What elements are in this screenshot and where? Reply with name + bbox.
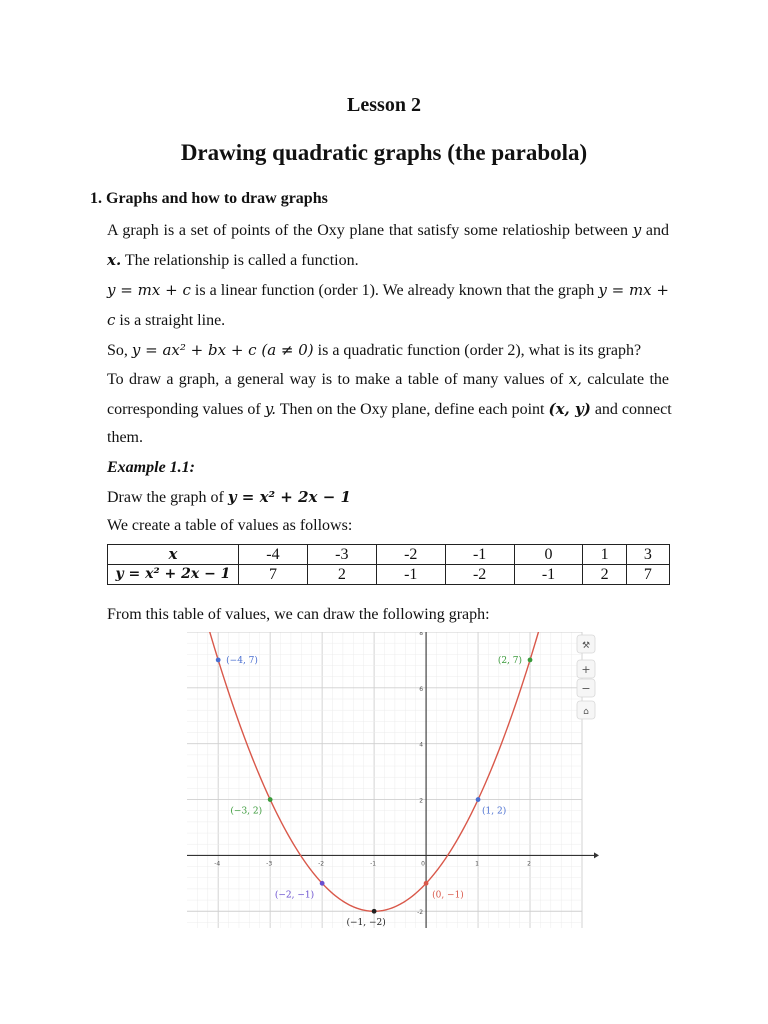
data-point [528, 658, 533, 663]
parabola-graph[interactable] [187, 632, 601, 928]
graph-intro: From this table of values, we can draw the following graph: [107, 606, 490, 623]
x-tick-label: -2 [318, 860, 325, 868]
math-var: y. [264, 400, 276, 418]
point-label: (1, 2) [482, 806, 507, 817]
para4-line1 [107, 370, 669, 389]
table-cell: -1 [514, 565, 583, 585]
table-cell: -4 [239, 545, 308, 565]
section-title: Graphs and how to draw graphs [106, 190, 328, 207]
toolbar-button-label: − [581, 682, 591, 695]
para4-line3 [107, 429, 143, 447]
text: To draw a graph, a general way is to make a table of many values of [107, 371, 564, 388]
values-table [107, 544, 670, 585]
graph-toolbar[interactable] [577, 635, 595, 719]
text: them. [107, 429, 143, 446]
text: and [645, 222, 670, 239]
para3-line [107, 341, 641, 360]
equation: y = ax² + bx + c (a ≠ 0) [131, 341, 314, 359]
table-header-x: x [108, 545, 239, 565]
x-tick-label: -3 [266, 860, 273, 868]
text: calculate the [587, 371, 670, 388]
toolbar-button-label: + [581, 663, 591, 676]
para1-line2 [107, 251, 359, 270]
x-tick-label: -1 [370, 860, 377, 868]
table-cell: 0 [514, 545, 583, 565]
text: The relationship is called a function. [124, 252, 359, 269]
point-label: (−4, 7) [226, 655, 258, 666]
text: Draw the graph of [107, 489, 224, 506]
para2-line2 [107, 311, 225, 330]
table-cell: -2 [445, 565, 514, 585]
y-tick-label: 6 [419, 685, 424, 693]
example-instruction [107, 488, 351, 507]
table-cell: 7 [239, 565, 308, 585]
section-heading [90, 190, 328, 208]
para2-line1 [107, 281, 669, 300]
toolbar-button-label: ⌂ [583, 707, 589, 717]
table-cell: 2 [583, 565, 626, 585]
data-point [476, 797, 481, 802]
point-label: (−1, −2) [346, 918, 386, 928]
data-point [216, 658, 221, 663]
x-tick-label: 0 [421, 860, 425, 868]
y-tick-label: 8 [419, 632, 424, 637]
home-icon[interactable] [577, 701, 595, 719]
math-var: x, [568, 370, 582, 388]
x-axis-arrow [594, 852, 599, 858]
point-label: (0, −1) [432, 890, 464, 901]
text: Then on the Oxy plane, define each point [279, 401, 545, 418]
data-point [268, 797, 273, 802]
table-row-y [108, 565, 670, 585]
math-var: y [632, 221, 642, 239]
para1-line1 [107, 221, 669, 240]
tick-labels [214, 632, 531, 916]
grid [187, 632, 582, 928]
table-row-x [108, 545, 670, 565]
table-cell: 1 [583, 545, 626, 565]
table-cell: 7 [626, 565, 669, 585]
point-label: (2, 7) [497, 655, 523, 666]
text: A graph is a set of points of the Oxy plane that satisfy some relatioship between [107, 222, 629, 239]
table-cell: -1 [445, 545, 514, 565]
axes [187, 632, 599, 928]
table-cell: -3 [307, 545, 376, 565]
text: is a linear function (order 1). We already known that the graph [194, 282, 595, 299]
x-tick-label: -4 [214, 860, 221, 868]
point-label: (−2, −1) [274, 890, 315, 901]
lesson-number: Lesson 2 [347, 94, 421, 116]
equation: y = x² + 2x − 1 [227, 488, 351, 506]
table-intro: We create a table of values as follows: [107, 517, 353, 534]
x-tick-label: 1 [475, 860, 479, 868]
page-title: Drawing quadratic graphs (the parabola) [180, 140, 588, 165]
example-label: Example 1.1: [107, 459, 195, 476]
text: is a straight line. [119, 312, 226, 329]
data-point [320, 881, 325, 886]
equation: y = mx + [598, 281, 669, 299]
data-point [372, 909, 377, 914]
x-tick-label: 2 [527, 860, 531, 868]
table-cell: -2 [376, 545, 445, 565]
text: So, [107, 342, 128, 359]
y-tick-label: 2 [419, 797, 424, 805]
toolbar-button-label: ⚒ [581, 641, 591, 651]
para4-line2 [107, 400, 672, 419]
wrench-icon[interactable] [577, 635, 595, 653]
table-cell: 2 [307, 565, 376, 585]
data-point [424, 881, 429, 886]
point-label: (−3, 2) [230, 806, 263, 817]
text: corresponding values of [107, 401, 261, 418]
equation: y = mx + c [107, 281, 191, 299]
point-notation: (x, y) [548, 400, 591, 418]
y-tick-label: -2 [417, 909, 424, 917]
table-cell: 3 [626, 545, 669, 565]
zoom-out-button[interactable] [577, 679, 595, 697]
text: and connect [594, 401, 672, 418]
math-var: x. [107, 251, 122, 269]
zoom-in-button[interactable] [577, 660, 595, 678]
text: is a quadratic function (order 2), what is its graph? [317, 342, 642, 359]
section-number: 1. [90, 190, 102, 207]
table-header-y: y = x² + 2x − 1 [108, 565, 239, 585]
y-tick-label: 4 [419, 741, 424, 749]
equation: c [107, 311, 116, 329]
table-cell: -1 [376, 565, 445, 585]
